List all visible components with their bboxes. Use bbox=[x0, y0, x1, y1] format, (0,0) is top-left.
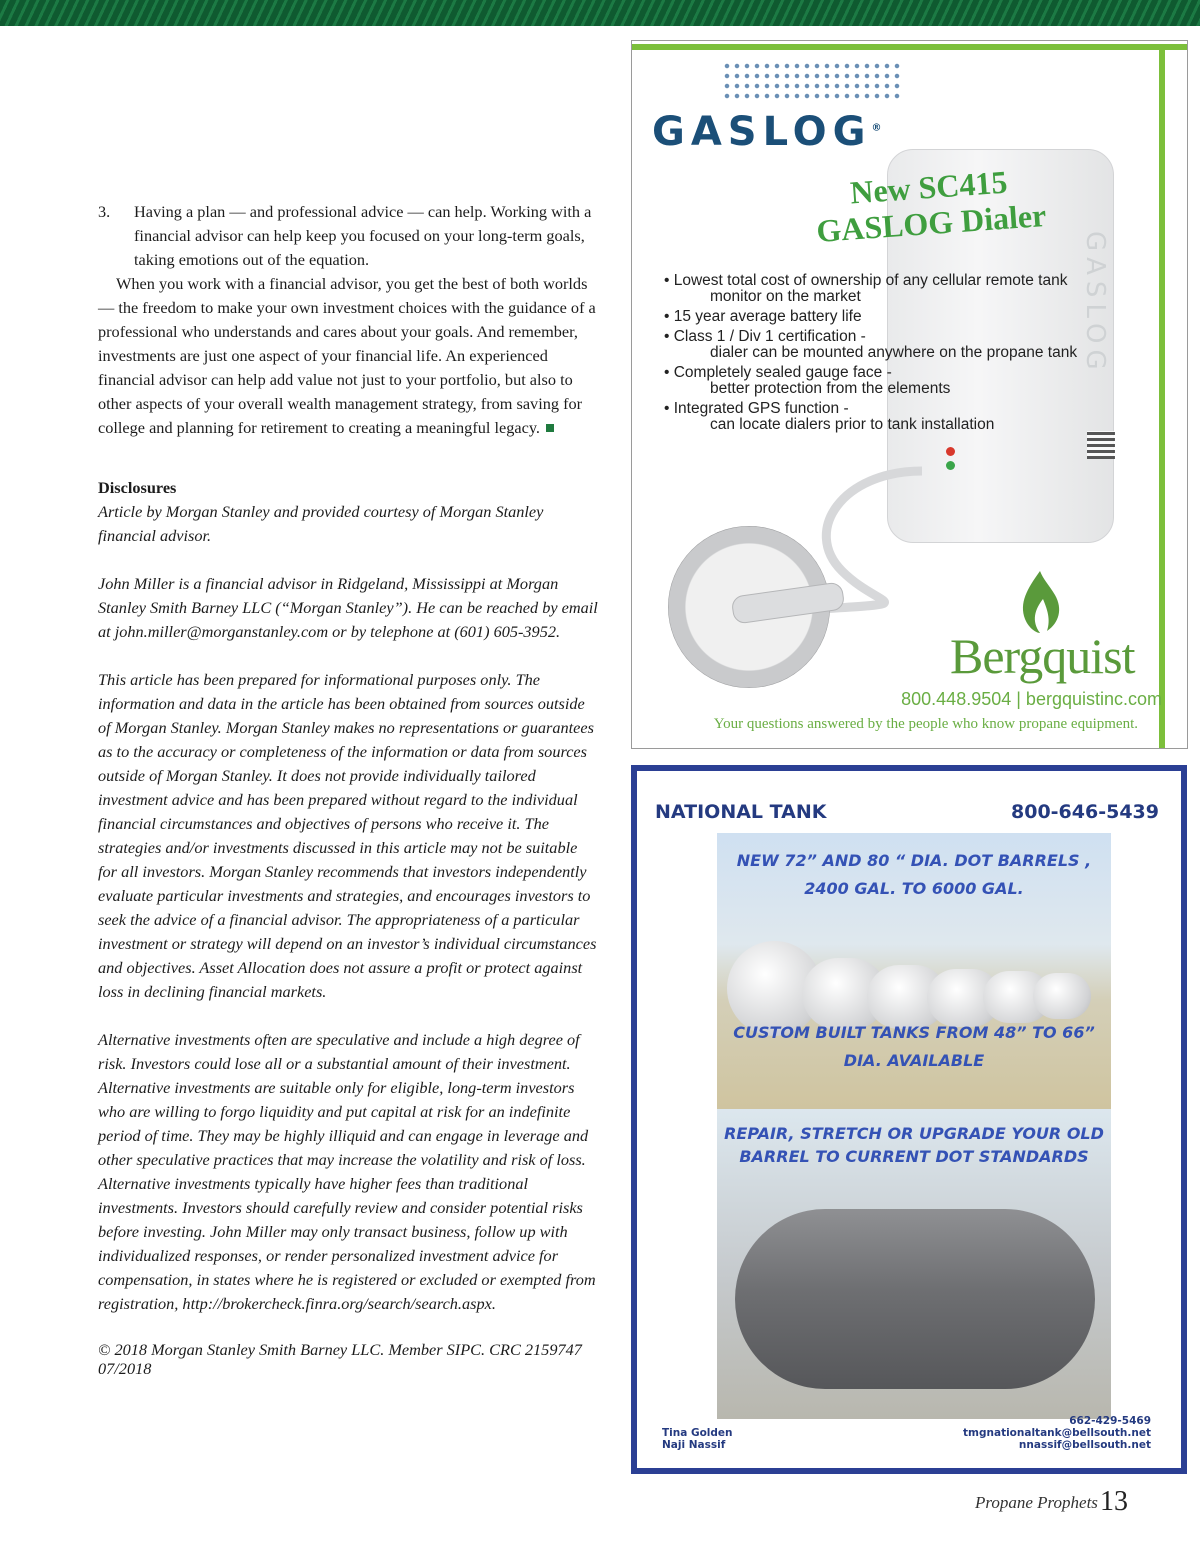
end-of-article-mark bbox=[546, 424, 554, 432]
ad-title-line-2: GASLOG Dialer bbox=[815, 196, 1048, 249]
disclosures-heading: Disclosures bbox=[98, 478, 177, 497]
top-decorative-band bbox=[0, 0, 1200, 26]
disclosure-paragraph-3: This article has been prepared for informational purposes only. The information and data in the article has been obtained from sources outside of Morgan Stanley. Morgan Stanley makes no representations or guarantees as to the accuracy or completeness of the information or data from sources outside of Morgan Stanley. It does not provide individually tailored investment advice and has been prepared without regard to the individual financial circumstances and objectives of persons who receive it. The strategies and/or investments discussed in this article may not be suitable for all investors. Morgan Stanley recommends that investors independently evaluate particular investments and strategies, and encourages investors to seek the advice of a financial advisor. The appropriateness of a particular investment or strategy will depend on an investor’s individual circumstances and objectives. Asset Allocation does not assure a profit or protect against loss in declining financial markets. bbox=[98, 670, 597, 1001]
ad-tagline: Your questions answered by the people who know propane equipment. bbox=[713, 716, 1138, 732]
gaslog-advertisement bbox=[631, 40, 1188, 749]
company-name: NATIONAL TANK bbox=[655, 801, 827, 823]
gaslog-logo-dots-icon bbox=[722, 61, 902, 101]
disclosure-paragraph-4: Alternative investments often are speculative and include a high degree of risk. Investors could lose all or a substantial amount of their investment. Alternative investments are suitable only for eligible, long-term investors who are willing to forgo liquidity and put capital at risk for an indefinite period of time. They may be highly illiquid and can engage in leverage and other speculative practices that may increase the volatility and risk of loss. Alternative investments typically have higher fees than traditional investments. Investors should carefully review and consider potential risks before investing. John Miller may only transact business, follow up with individualized responses, or render personalized investment advice for compensation, in states where he is registered or excluded or exempted from registration, http://brokercheck.finra.org/search/search.aspx. bbox=[98, 1030, 596, 1313]
feature-list bbox=[664, 273, 1094, 437]
national-tank-advertisement bbox=[631, 765, 1187, 1474]
ad-border-top bbox=[632, 44, 1187, 50]
list-number: 3. bbox=[98, 202, 111, 221]
feature-item: • Class 1 / Div 1 certification - dialer can be mounted anywhere on the propane tank bbox=[664, 328, 1078, 361]
flame-icon bbox=[1017, 569, 1063, 635]
article-paragraph: When you work with a financial advisor, you get the best of both worlds — the freedom to make your own investment choices with the guidance of a professional who understands and cares about your goals. And remember, investments are just one aspect of your financial life. An experienced financial advisor can help add value not just to your portfolio, but also to other aspects of your overall wealth management strategy, from saving for college and planning for retirement to creating a meaningful legacy. bbox=[98, 274, 596, 437]
publication-name: Propane Prophets bbox=[975, 1493, 1098, 1512]
page-number: 13 bbox=[1100, 1486, 1128, 1517]
ad-contact-line: 800.448.9504 | bergquistinc.com bbox=[901, 689, 1162, 709]
gaslog-logo bbox=[652, 109, 952, 155]
feature-item: • Completely sealed gauge face - better protection from the elements bbox=[664, 364, 951, 397]
article-column bbox=[98, 200, 598, 1378]
company-phone: 800-646-5439 bbox=[1011, 801, 1159, 823]
ad-border-right bbox=[1159, 44, 1165, 748]
feature-item: • 15 year average battery life bbox=[664, 308, 862, 325]
device-label: GASLOG bbox=[1080, 231, 1110, 376]
bergquist-logo: Bergquist bbox=[950, 628, 1135, 684]
disclosure-paragraph-2: John Miller is a financial advisor in Ridgeland, Mississippi at Morgan Stanley Smith Barney LLC (“Morgan Stanley”). He can be reached by email at john.miller@morganstanley.com or by telephone at (601) 605-3952. bbox=[98, 574, 598, 641]
overlay-text-repair: REPAIR, STRETCH OR UPGRADE YOUR OLD BARREL TO CURRENT DOT STANDARDS bbox=[724, 1124, 1104, 1166]
disclosure-paragraph-1: Article by Morgan Stanley and provided courtesy of Morgan Stanley financial advisor. bbox=[98, 502, 544, 545]
gaslog-logo-text: GASLOG bbox=[652, 109, 872, 155]
overlay-text-new-barrels: NEW 72” AND 80 “ DIA. DOT BARRELS , 2400 GAL. TO 6000 GAL. bbox=[736, 851, 1092, 898]
red-led-icon bbox=[946, 447, 955, 456]
list-item-3 bbox=[98, 200, 598, 272]
ad-title-line-1: New SC415 bbox=[849, 163, 1009, 211]
feature-item: • Lowest total cost of ownership of any cellular remote tank monitor on the market bbox=[664, 272, 1068, 305]
registered-mark: ® bbox=[871, 122, 882, 134]
contact-names: Tina Golden Naji Nassif bbox=[662, 1427, 733, 1451]
list-item-text: Having a plan — and professional advice — can help. Working with a financial advisor can help keep you focused on your long-term goals, taking emotions out of the equation. bbox=[134, 202, 592, 269]
large-tank bbox=[735, 1209, 1095, 1389]
feature-item: • Integrated GPS function - can locate dialers prior to tank installation bbox=[664, 400, 995, 433]
overlay-text-custom-tanks: CUSTOM BUILT TANKS FROM 48” TO 66” DIA. AVAILABLE bbox=[733, 1023, 1095, 1070]
copyright-notice: © 2018 Morgan Stanley Smith Barney LLC. Member SIPC. CRC 2159747 07/2018 bbox=[98, 1340, 582, 1378]
contact-details: 662-429-5469 tmgnationaltank@bellsouth.net nnassif@bellsouth.net bbox=[963, 1415, 1151, 1451]
